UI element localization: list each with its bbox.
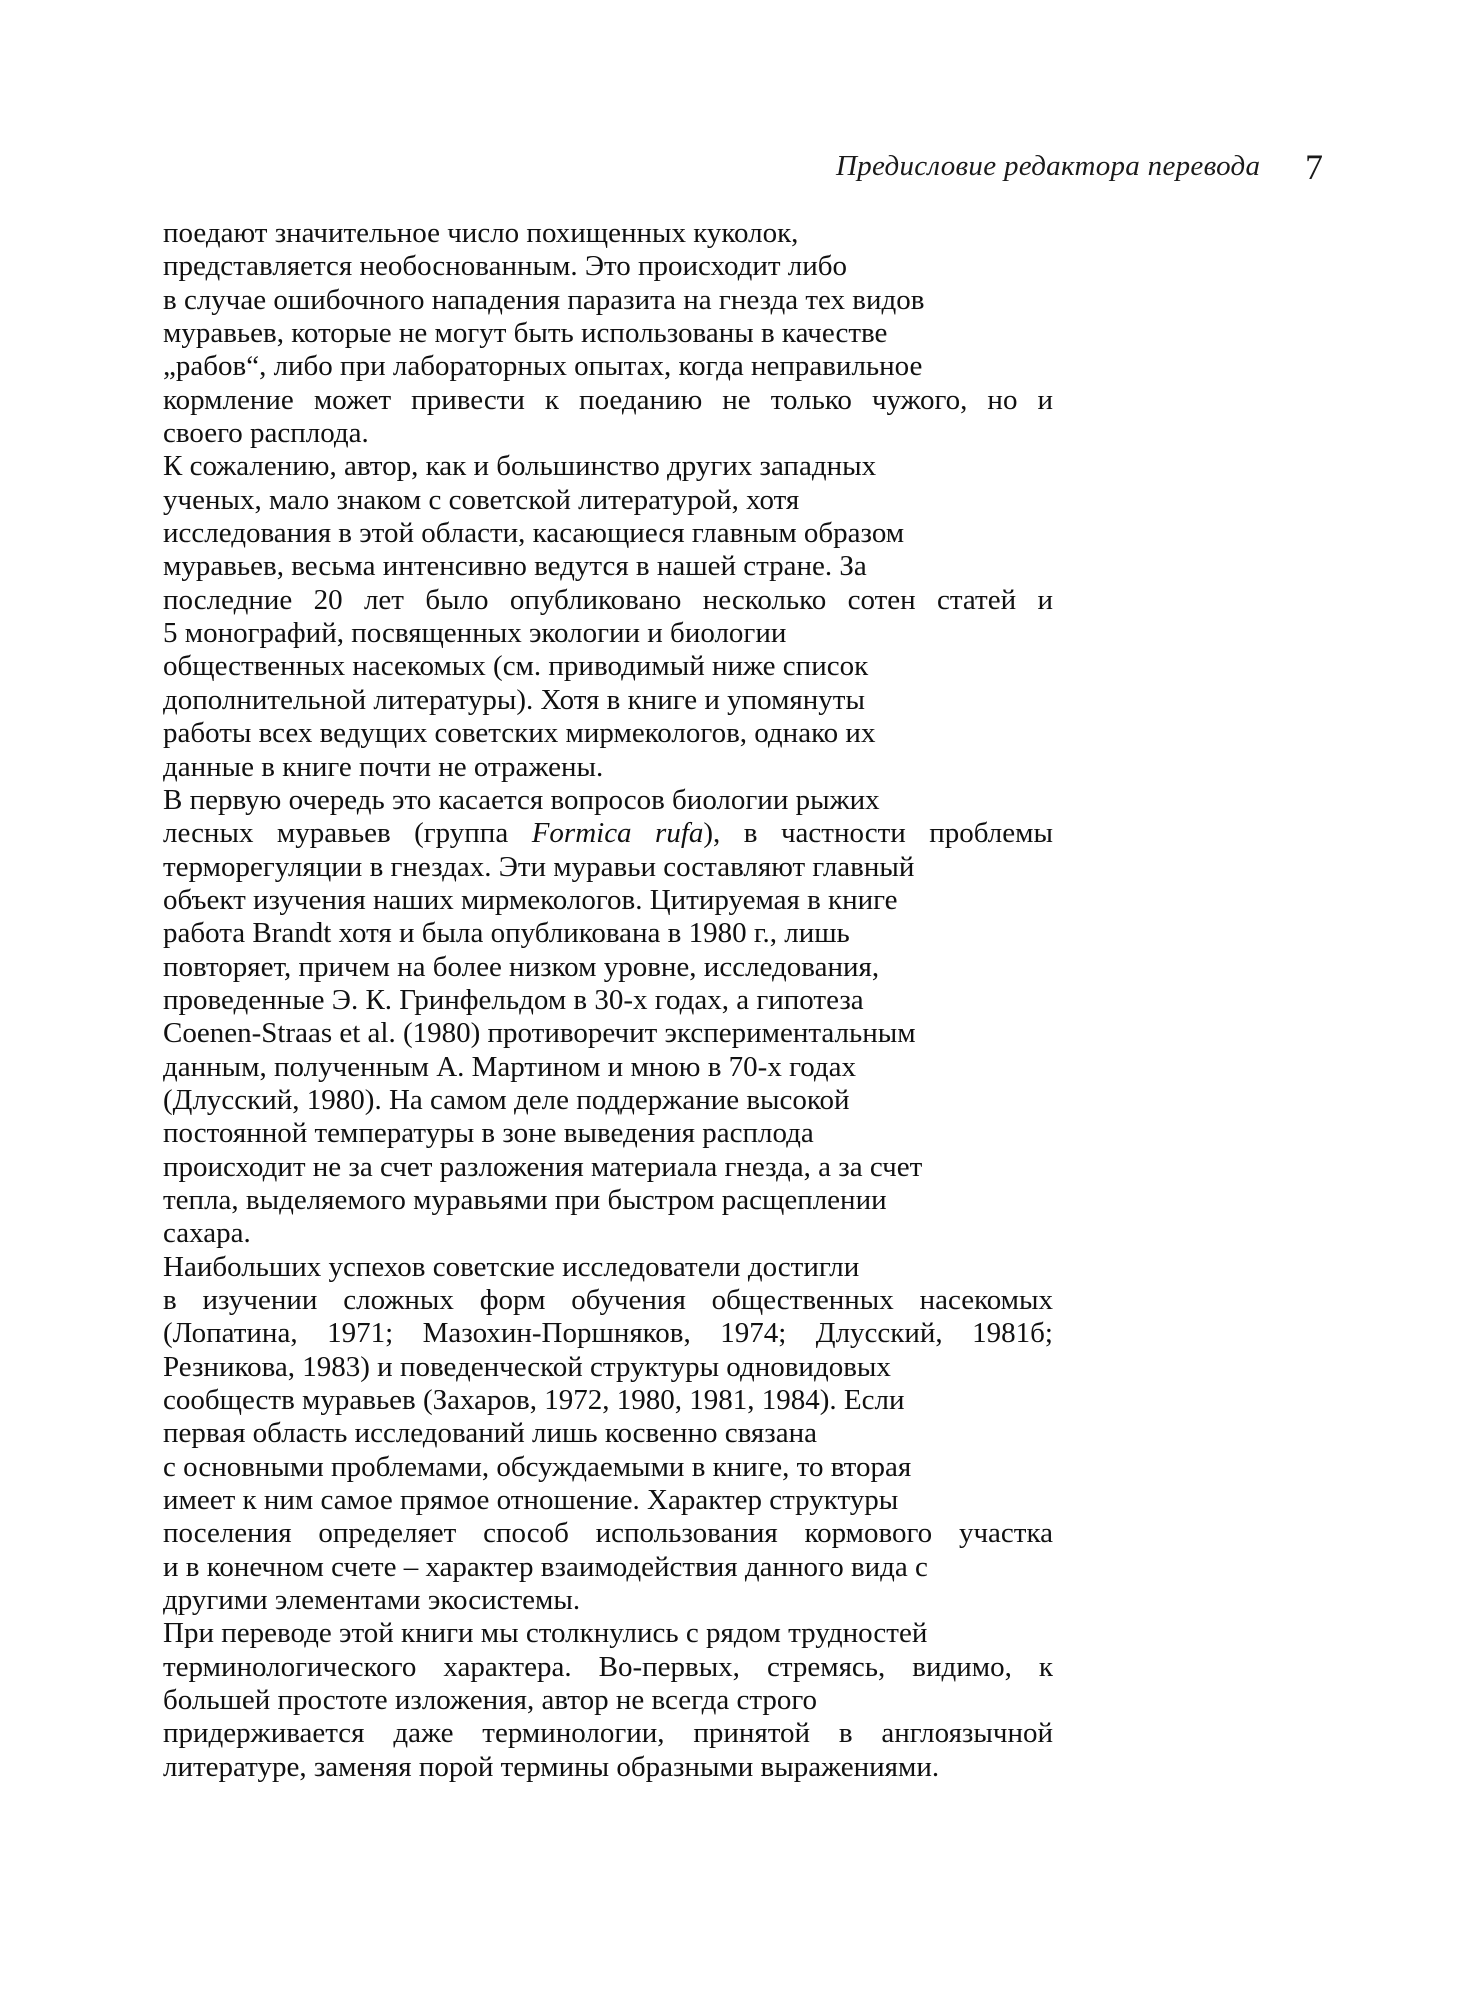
text-line: сообществ муравьев (Захаров, 1972, 1980, 1981, 1984). Если (163, 1384, 905, 1417)
text-line: В первую очередь это касается вопросов биологии рыжих (163, 783, 880, 816)
text-segment: ), в частности проблемы (703, 817, 1053, 850)
text-line: другими элементами экосистемы. (163, 1584, 581, 1617)
text-line: постоянной температуры в зоне выведения расплода (163, 1117, 814, 1150)
text-line-with-italic (163, 817, 1053, 850)
text-line: проведенные Э. К. Гринфельдом в 30-х годах, а гипотеза (163, 983, 864, 1016)
text-line: муравьев, весьма интенсивно ведутся в нашей стране. За (163, 550, 867, 583)
text-line: При переводе этой книги мы столкнулись с рядом трудностей (163, 1617, 928, 1650)
text-line: и в конечном счете – характер взаимодействия данного вида с (163, 1550, 928, 1583)
text-line: работы всех ведущих советских мирмекологов, однако их (163, 717, 876, 750)
text-line: данным, полученным А. Мартином и мною в 70-х годах (163, 1050, 857, 1083)
text-line: тепла, выделяемого муравьями при быстром расщеплении (163, 1183, 887, 1216)
text-line: муравьев, которые не могут быть использованы в качестве (163, 317, 888, 350)
text-line: работа Brandt хотя и была опубликована в 1980 г., лишь (163, 917, 850, 950)
text-line: литературе, заменяя порой термины образными выражениями. (163, 1750, 940, 1783)
text-line: большей простоте изложения, автор не всегда строго (163, 1684, 818, 1717)
text-line: Резникова, 1983) и поведенческой структуры одновидовых (163, 1350, 891, 1383)
text-line: (Длусский, 1980). На самом деле поддержание высокой (163, 1083, 850, 1116)
text-line: происходит не за счет разложения материала гнезда, а за счет (163, 1150, 923, 1183)
running-head-title: Предисловие редактора перевода (836, 150, 1261, 182)
text-line: общественных насекомых (см. приводимый ниже список (163, 650, 869, 683)
text-line: (Лопатина, 1971; Мазохин-Поршняков, 1974; Длусский, 1981б; (163, 1317, 1053, 1350)
text-segment: лесных муравьев (группа (163, 817, 532, 850)
species-name-italic: Formica rufa (531, 817, 704, 850)
text-line: придерживается даже терминологии, принятой в англоязычной (163, 1717, 1053, 1750)
text-line: 5 монографий, посвященных экологии и биологии (163, 617, 787, 650)
text-line: „рабов“, либо при лабораторных опытах, когда неправильное (163, 350, 923, 383)
text-line: К сожалению, автор, как и большинство других западных (163, 450, 877, 483)
text-line: в случае ошибочного нападения паразита на гнезда тех видов (163, 283, 925, 316)
text-line: представляется необоснованным. Это происходит либо (163, 250, 848, 283)
text-line: поедают значительное число похищенных куколок, (163, 217, 799, 249)
text-line: первая область исследований лишь косвенно связана (163, 1417, 817, 1450)
text-line: данные в книге почти не отражены. (163, 750, 604, 783)
text-line: исследования в этой области, касающиеся главным образом (163, 517, 905, 550)
text-line: с основными проблемами, обсуждаемыми в книге, то вторая (163, 1450, 912, 1483)
text-line: имеет к ним самое прямое отношение. Характер структуры (163, 1484, 899, 1517)
text-line: дополнительной литературы). Хотя в книге и упомянуты (163, 683, 865, 716)
text-line: сахара. (163, 1217, 251, 1250)
page-number: 7 (1305, 147, 1323, 187)
text-line: терморегуляции в гнездах. Эти муравьи составляют главный (163, 850, 915, 883)
text-line: поселения определяет способ использования кормового участка (163, 1517, 1053, 1550)
text-line: Наибольших успехов советские исследователи достигли (163, 1250, 860, 1283)
text-line: последние 20 лет было опубликовано несколько сотен статей и (163, 583, 1053, 616)
text-line: кормление может привести к поеданию не только чужого, но и (163, 383, 1053, 416)
text-line: Coenen-Straas et al. (1980) противоречит экспериментальным (163, 1017, 916, 1050)
text-line: в изучении сложных форм обучения общественных насекомых (163, 1284, 1053, 1316)
text-line: ученых, мало знаком с советской литературой, хотя (163, 483, 800, 516)
body-text (163, 217, 1053, 1784)
text-line: терминологического характера. Во-первых, стремясь, видимо, к (163, 1650, 1053, 1683)
text-line: своего расплода. (163, 417, 369, 450)
text-line: повторяет, причем на более низком уровне, исследования, (163, 950, 880, 983)
text-line: объект изучения наших мирмекологов. Цитируемая в книге (163, 883, 898, 916)
